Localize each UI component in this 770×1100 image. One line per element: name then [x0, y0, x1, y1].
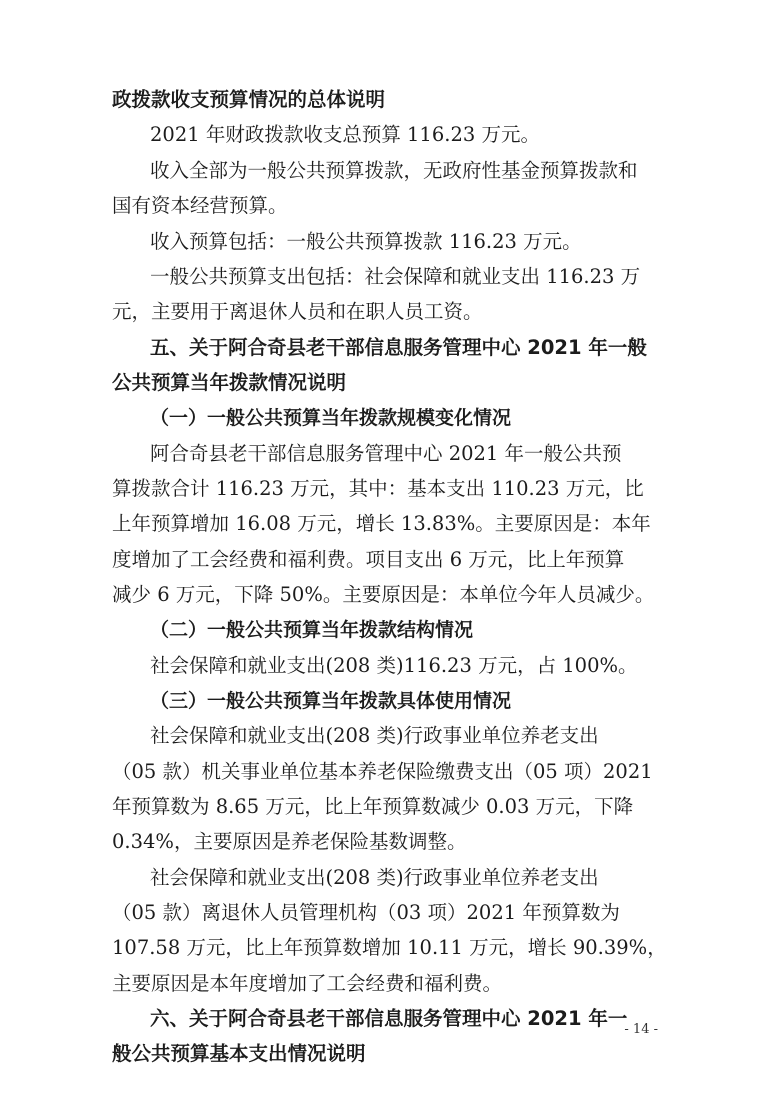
section-heading-5: 五、关于阿合奇县老干部信息服务管理中心 2021 年一般: [150, 336, 647, 359]
paragraph-line: 主要原因是本年度增加了工会经费和福利费。: [112, 972, 503, 995]
paragraph-line: 减少 6 万元，下降 50%。主要原因是：本单位今年人员减少。: [112, 583, 655, 606]
paragraph-line: 2021 年财政拨款收支总预算 116.23 万元。: [150, 123, 540, 146]
paragraph-line: 元，主要用于离退休人员和在职人员工资。: [112, 300, 483, 323]
paragraph-line: （05 款）机关事业单位基本养老保险缴费支出（05 项）2021: [112, 760, 653, 783]
paragraph-line: 度增加了工会经费和福利费。项目支出 6 万元，比上年预算: [112, 548, 625, 571]
paragraph-line: 0.34%，主要原因是养老保险基数调整。: [112, 830, 467, 853]
paragraph-line: 上年预算增加 16.08 万元，增长 13.83%。主要原因是：本年: [112, 512, 651, 535]
paragraph-line: 算拨款合计 116.23 万元，其中：基本支出 110.23 万元，比: [112, 477, 644, 500]
paragraph-line: 社会保障和就业支出(208 类)行政事业单位养老支出: [150, 866, 599, 889]
paragraph-line: 社会保障和就业支出(208 类)116.23 万元，占 100%。: [150, 654, 638, 677]
paragraph-line: 阿合奇县老干部信息服务管理中心 2021 年一般公共预: [150, 442, 622, 465]
paragraph-line: 社会保障和就业支出(208 类)行政事业单位养老支出: [150, 724, 599, 747]
section-heading-6-cont: 般公共预算基本支出情况说明: [112, 1042, 366, 1065]
subsection-heading-3: （三）一般公共预算当年拨款具体使用情况: [150, 690, 512, 712]
paragraph-line: 年预算数为 8.65 万元，比上年预算数减少 0.03 万元，下降: [112, 795, 634, 818]
subsection-heading-1: （一）一般公共预算当年拨款规模变化情况: [150, 407, 512, 429]
paragraph-line: （05 款）离退休人员管理机构（03 项）2021 年预算数为: [112, 901, 620, 924]
section-heading-continued: 政拨款收支预算情况的总体说明: [112, 88, 386, 111]
paragraph-line: 一般公共预算支出包括：社会保障和就业支出 116.23 万: [150, 265, 641, 288]
paragraph-line: 107.58 万元，比上年预算数增加 10.11 万元，增长 90.39%，: [112, 936, 667, 959]
paragraph-line: 收入全部为一般公共预算拨款，无政府性基金预算拨款和: [150, 159, 638, 182]
paragraph-line: 国有资本经营预算。: [112, 194, 288, 217]
paragraph-line: 收入预算包括：一般公共预算拨款 116.23 万元。: [150, 230, 582, 253]
section-heading-6: 六、关于阿合奇县老干部信息服务管理中心 2021 年一: [150, 1007, 628, 1030]
subsection-heading-2: （二）一般公共预算当年拨款结构情况: [150, 619, 474, 641]
section-heading-5-cont: 公共预算当年拨款情况说明: [112, 371, 347, 394]
page-number: - 14 -: [624, 1022, 658, 1037]
